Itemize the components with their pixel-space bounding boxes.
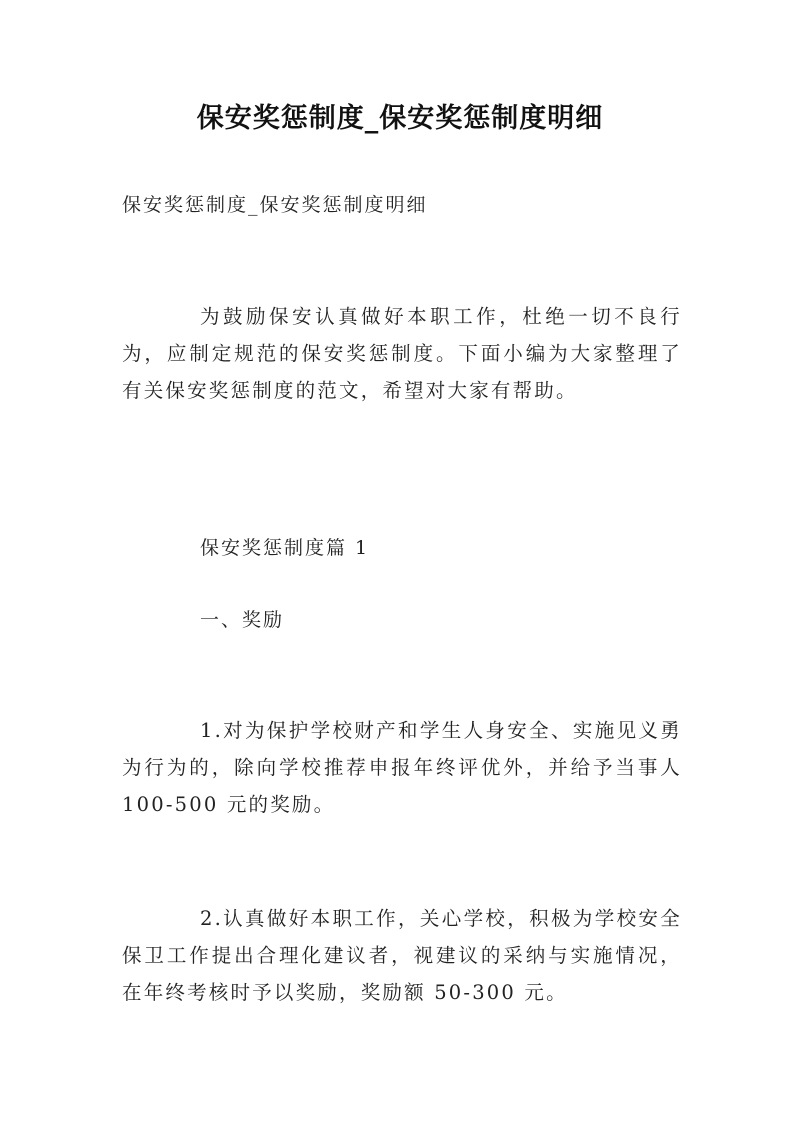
reward-item-1: 1.对为保护学校财产和学生人身安全、实施见义勇为行为的，除向学校推荐申报年终评优外，并给予当事人100-500 元的奖励。	[122, 719, 682, 816]
section-title: 保安奖惩制度篇 1	[200, 537, 370, 559]
subsection-title: 一、奖励	[200, 609, 285, 631]
reward-item-2: 2.认真做好本职工作，关心学校，积极为学校安全保卫工作提出合理化建议者，视建议的采纳与实施情况，在年终考核时予以奖励，奖励额 50-300 元。	[122, 907, 682, 1004]
document-subtitle: 保安奖惩制度_保安奖惩制度明细	[122, 194, 428, 216]
intro-paragraph: 为鼓励保安认真做好本职工作，杜绝一切不良行为，应制定规范的保安奖惩制度。下面小编为大家整理了有关保安奖惩制度的范文，希望对大家有帮助。	[122, 305, 682, 402]
document-title: 保安奖惩制度_保安奖惩制度明细	[196, 103, 604, 134]
